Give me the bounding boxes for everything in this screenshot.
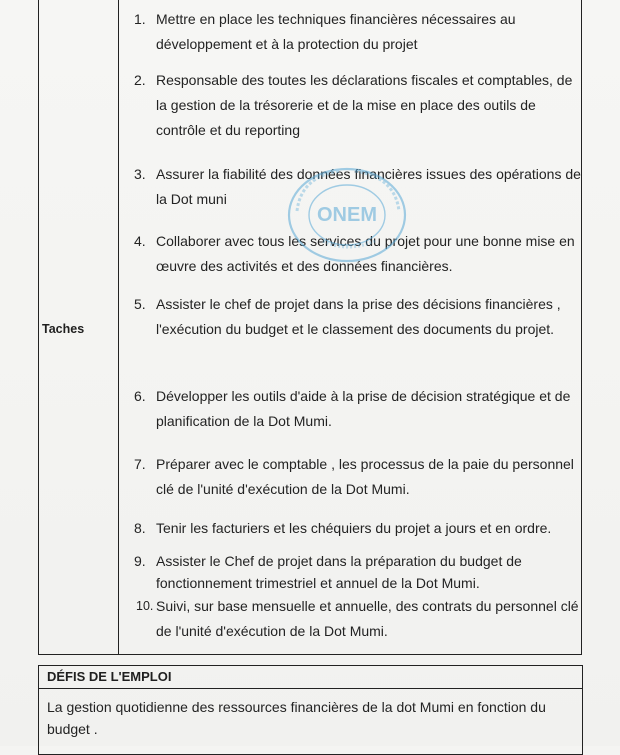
task-text: Assurer la fiabilité des données financières issues des opérations de la Dot muni [156, 166, 581, 207]
task-number: 5. [134, 296, 146, 312]
task-text: Suivi, sur base mensuelle et annuelle, des contrats du personnel clé de l'unité d'exécution de la Dot Mumi. [156, 598, 579, 639]
defis-section [38, 665, 583, 755]
task-item-3 [134, 162, 584, 212]
svg-text:ONEM: ONEM [317, 204, 377, 226]
task-item-9 [134, 550, 584, 594]
task-number: 4. [134, 233, 146, 249]
defis-text: La gestion quotidienne des ressources financières de la dot Mumi en fonction du budget . [47, 699, 546, 737]
task-item-8 [134, 516, 584, 541]
task-text: Responsable des toutes les déclarations fiscales et comptables, de la gestion de la trésorerie et de la mise en place des outils de contrôle et du reporting [156, 72, 573, 138]
task-number: 8. [134, 520, 146, 536]
task-text: Tenir les facturiers et les chéquiers du projet a jours et en ordre. [156, 520, 552, 536]
task-number: 6. [134, 388, 146, 404]
task-text: Assister le chef de projet dans la prise des décisions financières , l'exécution du budget et le classement des documents du projet. [156, 296, 561, 337]
section-label: Taches [42, 322, 85, 336]
task-number: 7. [134, 456, 146, 472]
task-number: 10. [136, 599, 154, 613]
task-text: Mettre en place les techniques financières nécessaires au développement et à la protection du projet [156, 11, 516, 52]
task-number: 3. [134, 166, 146, 182]
defis-header: DÉFIS DE L'EMPLOI [39, 666, 582, 689]
column-divider [118, 0, 119, 655]
task-text: Préparer avec le comptable , les processus de la paie du personnel clé de l'unité d'exécution de la Dot Mumi. [156, 456, 574, 497]
task-item-10 [134, 594, 584, 644]
task-number: 1. [134, 11, 146, 27]
task-text: Développer les outils d'aide à la prise de décision stratégique et de planification de la Dot Mumi. [156, 388, 571, 429]
task-text: Assister le Chef de projet dans la préparation du budget de fonctionnement trimestriel et annuel de la Dot Mumi. [156, 553, 522, 591]
task-number: 2. [134, 72, 146, 88]
task-item-4 [134, 229, 584, 279]
task-item-1 [134, 7, 584, 57]
task-item-6 [134, 384, 584, 434]
task-item-7 [134, 452, 584, 502]
task-number: 9. [134, 553, 146, 569]
task-item-5 [134, 292, 584, 342]
task-text: Collaborer avec tous les services du projet pour une bonne mise en œuvre des activités et des données financières. [156, 233, 575, 274]
task-item-2 [134, 68, 584, 143]
